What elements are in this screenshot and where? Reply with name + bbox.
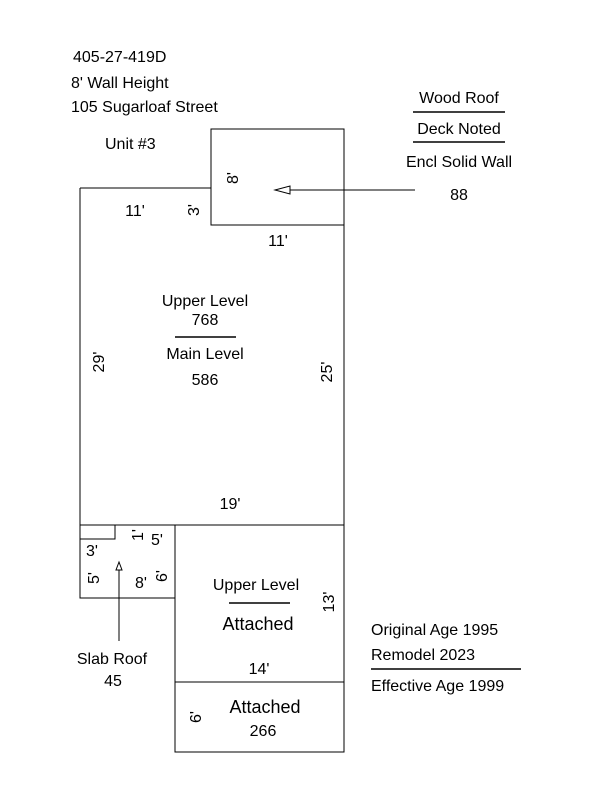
unit-number: Unit #3 — [105, 136, 156, 153]
slab-dim-5-left: 5' — [86, 572, 103, 584]
effective-age: Effective Age 1999 — [371, 678, 505, 695]
parcel-id: 405-27-419D — [73, 49, 167, 66]
main-dim-19: 19' — [219, 496, 241, 513]
upper-attached-label-2: Attached — [222, 614, 294, 634]
original-age: Original Age 1995 — [371, 622, 499, 639]
wall-height: 8' Wall Height — [71, 75, 169, 92]
main-level-label: Main Level — [166, 346, 244, 363]
main-dim-29: 29' — [91, 351, 108, 373]
deck-dim-8: 8' — [225, 172, 242, 184]
main-dim-25: 25' — [319, 361, 336, 383]
slab-dim-3: 3' — [86, 543, 98, 560]
upper-attached-label-1: Upper Level — [212, 577, 300, 594]
remodel-year: Remodel 2023 — [371, 647, 476, 664]
deck-label-encl-solid-wall: Encl Solid Wall — [405, 154, 513, 171]
slab-dim-1: 1' — [130, 529, 147, 541]
attached-label: Attached — [229, 697, 301, 717]
slab-label: Slab Roof — [76, 651, 148, 668]
upper-attached-dim-13: 13' — [321, 591, 338, 613]
slab-dim-6: 6' — [154, 570, 171, 582]
main-dim-11-top: 11' — [125, 203, 145, 220]
address: 105 Sugarloaf Street — [71, 99, 218, 116]
attached-area: 266 — [249, 723, 277, 740]
slab-dim-5-top: 5' — [151, 532, 163, 549]
deck-label-wood-roof: Wood Roof — [419, 90, 499, 107]
upper-attached-dim-14: 14' — [248, 661, 270, 678]
attached-dim-6: 6' — [188, 711, 205, 723]
main-upper-label: Upper Level — [161, 293, 249, 310]
main-upper-area: 768 — [191, 312, 219, 329]
deck-arrow-head — [275, 186, 290, 194]
slab-area: 45 — [104, 673, 122, 690]
deck-dim-3: 3' — [186, 204, 203, 216]
slab-dim-8: 8' — [135, 575, 147, 592]
deck-area: 88 — [450, 187, 468, 204]
deck-dim-11-bottom: 11' — [268, 233, 288, 250]
deck-label-deck-noted: Deck Noted — [417, 121, 501, 138]
main-level-area: 586 — [191, 372, 219, 389]
slab-arrow-head — [116, 562, 122, 570]
